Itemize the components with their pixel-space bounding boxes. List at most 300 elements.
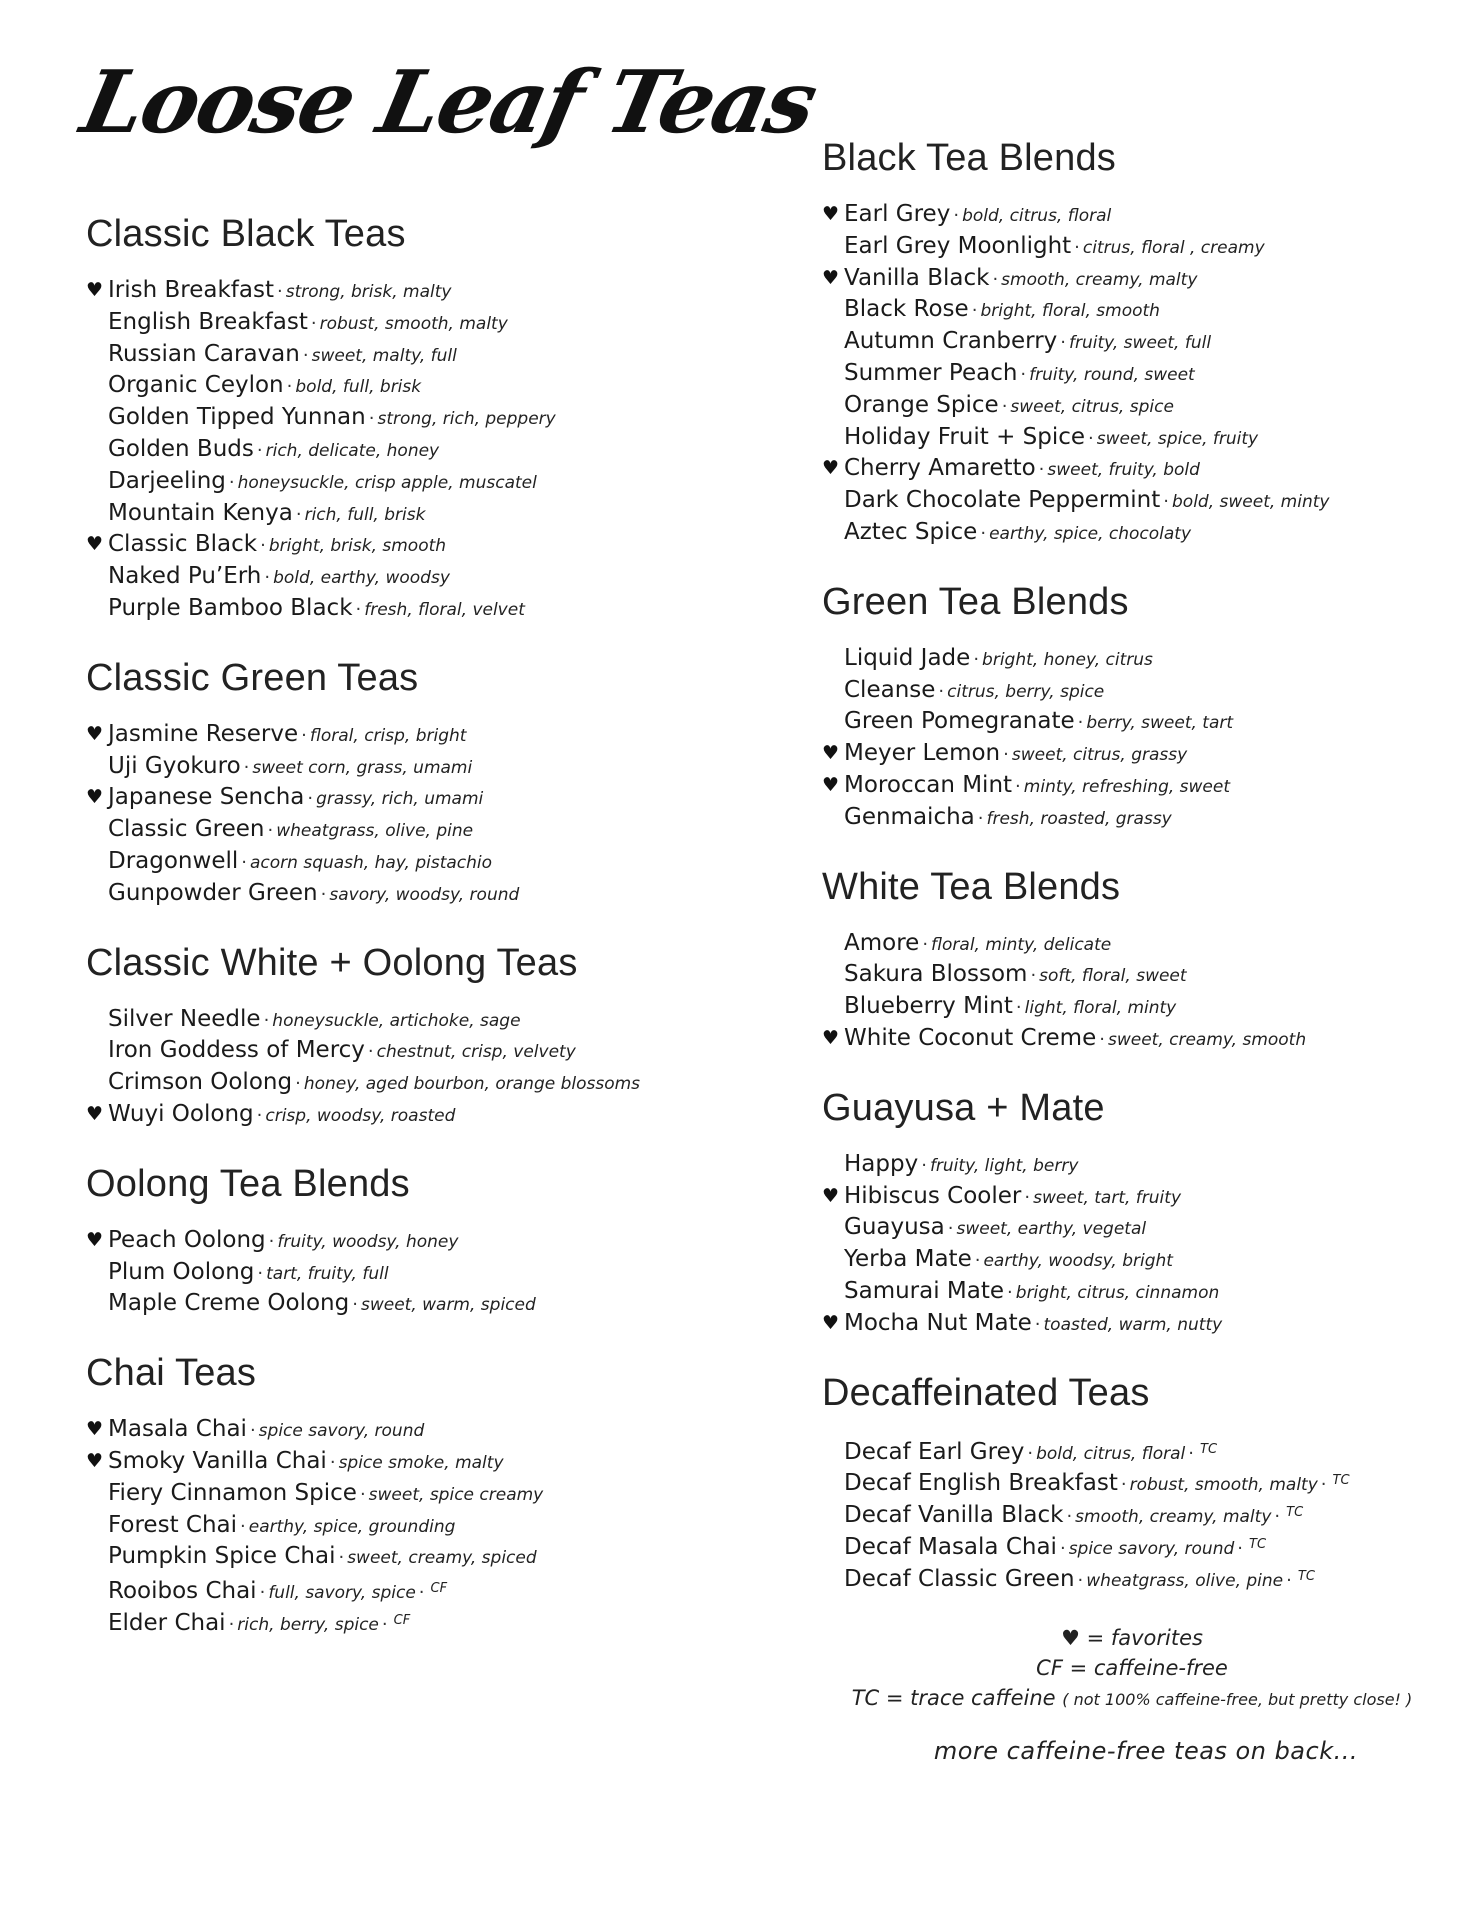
- separator-dot: ·: [1274, 1506, 1281, 1528]
- tea-item: [86, 1478, 726, 1510]
- right-column: [822, 135, 1442, 1765]
- separator-dot: ·: [977, 807, 984, 829]
- tasting-notes: rich, full, brisk: [304, 504, 426, 525]
- tea-item: [822, 294, 1442, 326]
- tea-name: Guayusa: [844, 1214, 945, 1241]
- tea-item: [822, 1465, 1442, 1497]
- tea-item: [86, 1225, 726, 1257]
- caffeine-tag: TC: [1200, 1441, 1218, 1457]
- tea-item: [822, 1149, 1442, 1181]
- tea-item: [822, 1497, 1442, 1529]
- tea-name: Earl Grey: [844, 201, 951, 227]
- tea-item: [86, 307, 726, 339]
- tasting-notes: bold, citrus, floral: [962, 206, 1112, 226]
- tea-name: Samurai Mate: [844, 1277, 1005, 1304]
- tea-item: [822, 1529, 1442, 1561]
- tea-name: Happy: [844, 1150, 919, 1177]
- tea-name: Pumpkin Spice Chai: [108, 1543, 336, 1570]
- tea-item: [86, 846, 726, 878]
- separator-dot: ·: [1020, 363, 1027, 385]
- heart-icon: ♥: [86, 1418, 104, 1441]
- tea-item: [822, 991, 1442, 1023]
- section-heading: Oolong Tea Blends: [86, 1162, 410, 1205]
- tasting-notes: earthy, spice, chocolaty: [989, 523, 1192, 544]
- tea-item: [822, 1244, 1442, 1276]
- separator-dot: ·: [938, 680, 945, 702]
- section-heading: Decaffeinated Teas: [822, 1371, 1150, 1414]
- tea-name: Fiery Cinnamon Spice: [108, 1479, 357, 1506]
- tasting-notes: fruity, woodsy, honey: [277, 1231, 459, 1252]
- tea-name: Decaf Earl Grey: [844, 1438, 1025, 1465]
- menu-section: [86, 211, 726, 625]
- tea-name: Yerba Mate: [844, 1246, 972, 1273]
- tea-item: [86, 1605, 726, 1637]
- tea-name: Meyer Lemon: [844, 740, 1001, 767]
- separator-dot: ·: [1027, 1442, 1034, 1464]
- tea-item: [86, 593, 726, 625]
- tasting-notes: honeysuckle, crisp apple, muscatel: [237, 472, 537, 493]
- tasting-notes: chestnut, crisp, velvety: [376, 1042, 576, 1063]
- tea-name: Plum Oolong: [108, 1258, 255, 1285]
- tasting-notes: earthy, spice, grounding: [248, 1516, 456, 1537]
- tea-name: Mountain Kenya: [108, 499, 293, 526]
- caffeine-tag: TC: [1249, 1536, 1267, 1552]
- tea-name: Purple Bamboo Black: [108, 594, 353, 621]
- separator-dot: ·: [947, 1218, 954, 1240]
- tea-item: [822, 517, 1442, 549]
- tea-item: [86, 878, 726, 910]
- tasting-notes: citrus, berry, spice: [947, 681, 1105, 702]
- tasting-notes: bold, citrus, floral: [1036, 1443, 1186, 1464]
- tasting-notes: bright, floral, smooth: [980, 301, 1160, 322]
- tasting-notes: fresh, roasted, grassy: [986, 808, 1172, 829]
- tasting-notes: wheatgrass, olive, pine: [1086, 1570, 1284, 1591]
- heart-icon: ♥: [822, 773, 840, 796]
- tea-name: Classic Black: [108, 531, 258, 558]
- separator-dot: ·: [1059, 1537, 1066, 1559]
- tea-name: Moroccan Mint: [844, 771, 1013, 798]
- separator-dot: ·: [1188, 1442, 1194, 1464]
- separator-dot: ·: [1077, 1569, 1084, 1591]
- tea-item: [822, 1181, 1442, 1213]
- tea-item: [86, 1067, 726, 1099]
- separator-dot: ·: [241, 851, 247, 873]
- tea-item: [822, 1434, 1442, 1466]
- tasting-notes: citrus, floral , creamy: [1082, 237, 1265, 258]
- separator-dot: ·: [921, 1154, 927, 1176]
- tea-name: Forest Chai: [108, 1511, 238, 1538]
- tasting-notes: acorn squash, hay, pistachio: [250, 852, 493, 873]
- heart-icon: ♥: [86, 1228, 104, 1251]
- caffeine-tag: CF: [393, 1612, 411, 1628]
- heart-icon: ♥: [86, 722, 104, 745]
- tea-name: Earl Grey Moonlight: [844, 232, 1072, 259]
- tea-item: [822, 390, 1442, 422]
- tasting-notes: toasted, warm, nutty: [1043, 1314, 1223, 1335]
- separator-dot: ·: [243, 756, 250, 778]
- separator-dot: ·: [1015, 997, 1022, 1019]
- separator-dot: ·: [249, 1420, 256, 1442]
- legend-caffeine-free: CF = caffeine-free: [1036, 1655, 1228, 1680]
- separator-dot: ·: [367, 1041, 374, 1063]
- legend: [822, 1623, 1442, 1715]
- tasting-notes: bold, sweet, minty: [1172, 492, 1330, 513]
- tea-name: Green Pomegranate: [844, 708, 1075, 735]
- tasting-notes: robust, smooth, malty: [319, 313, 508, 334]
- tea-name: Mocha Nut Mate: [844, 1309, 1032, 1336]
- heart-icon: ♥: [86, 1449, 104, 1472]
- tea-name: Uji Gyokuro: [108, 752, 241, 779]
- tea-name: Decaf English Breakfast: [844, 1470, 1118, 1497]
- tea-name: Decaf Vanilla Black: [844, 1502, 1064, 1529]
- tea-item: [86, 1541, 726, 1573]
- separator-dot: ·: [355, 598, 362, 620]
- tasting-notes: honeysuckle, artichoke, sage: [272, 1010, 521, 1031]
- menu-section: [822, 135, 1442, 549]
- separator-dot: ·: [302, 344, 309, 366]
- tea-name: Black Rose: [844, 296, 969, 323]
- tea-item: [822, 231, 1442, 263]
- legend-trace-label: TC = trace caffeine: [851, 1685, 1056, 1710]
- tea-name: Amore: [844, 929, 920, 956]
- tasting-notes: floral, minty, delicate: [931, 934, 1112, 955]
- tea-item: [822, 675, 1442, 707]
- tea-name: Decaf Classic Green: [844, 1565, 1075, 1592]
- heart-icon: ♥: [822, 457, 840, 480]
- separator-dot: ·: [1034, 1313, 1041, 1335]
- tasting-notes: fruity, sweet, full: [1069, 333, 1212, 354]
- tea-item: [86, 561, 726, 593]
- heart-icon: ♥: [822, 1311, 840, 1334]
- tasting-notes: bold, full, brisk: [295, 377, 422, 398]
- page-title: Loose Leaf Teas: [73, 52, 824, 153]
- tasting-notes: minty, refreshing, sweet: [1023, 776, 1231, 797]
- tea-name: White Coconut Creme: [844, 1024, 1097, 1051]
- tasting-notes: sweet, citrus, grassy: [1011, 745, 1188, 766]
- separator-dot: ·: [263, 1009, 270, 1031]
- tea-name: English Breakfast: [108, 308, 308, 335]
- tea-item: [86, 339, 726, 371]
- tasting-notes: rich, berry, spice: [237, 1614, 379, 1635]
- tasting-notes: fruity, light, berry: [929, 1155, 1079, 1176]
- tasting-notes: honey, aged bourbon, orange blossoms: [303, 1074, 641, 1095]
- tasting-notes: sweet, malty, full: [311, 345, 457, 366]
- separator-dot: ·: [973, 648, 980, 670]
- heart-icon: ♥: [822, 1184, 840, 1207]
- separator-dot: ·: [418, 1582, 425, 1604]
- separator-dot: ·: [1007, 1281, 1013, 1303]
- tasting-notes: bright, brisk, smooth: [268, 536, 447, 557]
- legend-trace-caffeine: [822, 1683, 1442, 1715]
- heart-icon: ♥: [822, 203, 840, 225]
- menu-section: [86, 1350, 726, 1637]
- caffeine-tag: TC: [1286, 1505, 1304, 1521]
- tea-item: [86, 275, 726, 307]
- tasting-notes: fruity, round, sweet: [1029, 364, 1195, 385]
- tasting-notes: floral, crisp, bright: [309, 725, 467, 746]
- tea-name: Holiday Fruit + Spice: [844, 423, 1086, 450]
- tea-item: [822, 770, 1442, 802]
- tea-item: [86, 1446, 726, 1478]
- caffeine-tag: TC: [1297, 1568, 1315, 1584]
- section-heading: Classic Black Teas: [86, 213, 406, 255]
- section-heading: Guayusa + Mate: [822, 1086, 1105, 1129]
- tea-item: [822, 485, 1442, 517]
- separator-dot: ·: [1099, 1028, 1105, 1050]
- separator-dot: ·: [240, 1515, 246, 1537]
- tea-item: [86, 434, 726, 466]
- tasting-notes: sweet, warm, spiced: [360, 1295, 536, 1316]
- tea-name: Orange Spice: [844, 391, 999, 418]
- tea-item: [86, 1257, 726, 1289]
- tea-name: Naked Pu’Erh: [108, 563, 262, 590]
- tea-item: [822, 643, 1442, 675]
- separator-dot: ·: [922, 933, 929, 955]
- tea-name: Smoky Vanilla Chai: [108, 1447, 327, 1474]
- caffeine-tag: CF: [430, 1581, 448, 1597]
- separator-dot: ·: [329, 1451, 336, 1473]
- tea-item: [86, 498, 726, 530]
- tea-name: Liquid Jade: [844, 644, 971, 671]
- tasting-notes: robust, smooth, malty: [1129, 1475, 1318, 1496]
- tasting-notes: sweet, creamy, spiced: [347, 1548, 537, 1569]
- tea-item: [822, 706, 1442, 738]
- tea-name: Darjeeling: [108, 467, 226, 494]
- tea-name: Silver Needle: [108, 1005, 261, 1032]
- tea-item: [86, 1510, 726, 1542]
- tea-item: [86, 402, 726, 434]
- separator-dot: ·: [359, 1483, 366, 1505]
- tasting-notes: bold, earthy, woodsy: [273, 568, 450, 589]
- heart-icon: ♥: [822, 266, 840, 289]
- tasting-notes: smooth, creamy, malty: [1075, 1507, 1272, 1528]
- separator-dot: ·: [1003, 744, 1009, 766]
- tea-name: Blueberry Mint: [844, 993, 1013, 1020]
- tasting-notes: savory, woodsy, round: [329, 884, 520, 905]
- menu-section: [822, 1085, 1442, 1340]
- tea-name: Vanilla Black: [844, 264, 990, 291]
- tasting-notes: spice savory, round: [258, 1421, 425, 1442]
- heart-icon: ♥: [86, 533, 104, 556]
- tasting-notes: grassy, rich, umami: [316, 789, 484, 810]
- tasting-notes: sweet corn, grass, umami: [252, 757, 473, 778]
- heart-icon: ♥: [822, 742, 840, 765]
- tea-item: [822, 263, 1442, 295]
- separator-dot: ·: [301, 724, 307, 746]
- menu-section: [86, 1161, 726, 1320]
- tea-item: [86, 1004, 726, 1036]
- tea-item: [86, 1035, 726, 1067]
- tasting-notes: soft, floral, sweet: [1039, 966, 1187, 987]
- tea-name: Decaf Masala Chai: [844, 1533, 1057, 1560]
- tea-name: Hibiscus Cooler: [844, 1182, 1022, 1209]
- tea-name: Golden Tipped Yunnan: [108, 404, 366, 431]
- tea-item: [86, 466, 726, 498]
- separator-dot: ·: [295, 503, 302, 525]
- tasting-notes: fresh, floral, velvet: [364, 599, 525, 620]
- menu-section: [86, 940, 726, 1131]
- tea-item: [86, 719, 726, 751]
- tea-item: [822, 199, 1442, 231]
- heart-icon: ♥: [822, 1026, 840, 1049]
- tasting-notes: spice savory, round: [1068, 1538, 1235, 1559]
- left-column: [86, 211, 726, 1667]
- tea-name: Autumn Cranberry: [844, 328, 1058, 355]
- separator-dot: ·: [1237, 1537, 1244, 1559]
- tasting-notes: smooth, creamy, malty: [1001, 269, 1198, 290]
- separator-dot: ·: [256, 439, 263, 461]
- tasting-notes: tart, fruity, full: [266, 1263, 389, 1284]
- tasting-notes: crisp, woodsy, roasted: [265, 1105, 456, 1126]
- tasting-notes: sweet, citrus, spice: [1010, 396, 1174, 417]
- separator-dot: ·: [268, 1230, 275, 1252]
- tea-name: Aztec Spice: [844, 518, 978, 545]
- tasting-notes: wheatgrass, olive, pine: [276, 821, 474, 842]
- tea-name: Peach Oolong: [108, 1226, 266, 1253]
- tasting-notes: rich, delicate, honey: [265, 440, 440, 461]
- right-sections: [822, 135, 1442, 1593]
- separator-dot: ·: [1030, 965, 1037, 987]
- tea-name: Cherry Amaretto: [844, 455, 1036, 482]
- separator-dot: ·: [1038, 459, 1045, 481]
- separator-dot: ·: [320, 883, 327, 905]
- tasting-notes: full, savory, spice: [268, 1583, 416, 1604]
- separator-dot: ·: [974, 1250, 981, 1272]
- separator-dot: ·: [1024, 1186, 1031, 1208]
- tea-name: Sakura Blossom: [844, 961, 1028, 988]
- tasting-notes: bright, citrus, cinnamon: [1015, 1282, 1220, 1303]
- tasting-notes: sweet, fruity, bold: [1047, 460, 1200, 481]
- heart-icon: ♥: [86, 279, 104, 301]
- separator-dot: ·: [277, 281, 283, 302]
- separator-dot: ·: [992, 268, 999, 290]
- tea-name: Iron Goddess of Mercy: [108, 1037, 365, 1064]
- separator-dot: ·: [1060, 332, 1066, 354]
- tea-item: [86, 370, 726, 402]
- tea-item: [822, 959, 1442, 991]
- tea-name: Jasmine Reserve: [108, 720, 299, 747]
- tea-name: Gunpowder Green: [108, 879, 318, 906]
- tea-name: Japanese Sencha: [108, 784, 305, 811]
- separator-dot: ·: [259, 1582, 266, 1604]
- separator-dot: ·: [228, 1613, 235, 1635]
- separator-dot: ·: [1074, 236, 1080, 258]
- tea-item: [822, 802, 1442, 834]
- separator-dot: ·: [1163, 491, 1170, 513]
- tasting-notes: bright, honey, citrus: [982, 649, 1153, 670]
- tea-name: Golden Buds: [108, 435, 254, 462]
- section-heading: Chai Teas: [86, 1352, 257, 1395]
- tea-item: [86, 782, 726, 814]
- tea-name: Maple Creme Oolong: [108, 1290, 350, 1317]
- separator-dot: ·: [1015, 775, 1021, 797]
- separator-dot: ·: [1088, 427, 1094, 449]
- tea-item: [86, 1573, 726, 1605]
- tea-name: Cleanse: [844, 676, 936, 703]
- tea-item: [822, 1276, 1442, 1308]
- separator-dot: ·: [1320, 1474, 1327, 1496]
- separator-dot: ·: [368, 408, 375, 430]
- separator-dot: ·: [953, 205, 960, 226]
- separator-dot: ·: [1120, 1474, 1127, 1496]
- tea-item: [86, 814, 726, 846]
- tasting-notes: sweet, spice, fruity: [1096, 428, 1259, 449]
- tea-item: [822, 1212, 1442, 1244]
- tea-name: Crimson Oolong: [108, 1069, 293, 1096]
- separator-dot: ·: [1077, 712, 1084, 734]
- tasting-notes: strong, brisk, malty: [285, 282, 452, 302]
- tea-item: [86, 1099, 726, 1131]
- tasting-notes: sweet, spice creamy: [368, 1484, 544, 1505]
- tasting-notes: spice smoke, malty: [338, 1452, 504, 1473]
- heart-icon: ♥: [86, 1102, 104, 1125]
- tea-name: Genmaicha: [844, 803, 975, 830]
- separator-dot: ·: [256, 1104, 263, 1126]
- tea-item: [822, 422, 1442, 454]
- separator-dot: ·: [352, 1294, 358, 1316]
- tea-name: Organic Ceylon: [108, 372, 284, 399]
- tea-name: Dragonwell: [108, 847, 239, 874]
- tasting-notes: sweet, creamy, smooth: [1107, 1029, 1307, 1050]
- tasting-notes: sweet, earthy, vegetal: [956, 1219, 1147, 1240]
- tea-item: [822, 358, 1442, 390]
- tea-name: Masala Chai: [108, 1416, 247, 1443]
- separator-dot: ·: [257, 1262, 264, 1284]
- tea-item: [822, 326, 1442, 358]
- tea-item: [822, 1561, 1442, 1593]
- section-heading: White Tea Blends: [822, 865, 1121, 908]
- menu-section: [822, 579, 1442, 834]
- separator-dot: ·: [1286, 1569, 1292, 1591]
- menu-section: [86, 655, 726, 910]
- tea-item: [822, 928, 1442, 960]
- tea-item: [86, 529, 726, 561]
- tea-name: Russian Caravan: [108, 340, 300, 367]
- tasting-notes: light, floral, minty: [1024, 998, 1177, 1019]
- tea-item: [86, 1414, 726, 1446]
- tea-name: Dark Chocolate Peppermint: [844, 487, 1161, 514]
- tea-item: [822, 1308, 1442, 1340]
- menu-section: [822, 1370, 1442, 1593]
- legend-trace-note: ( not 100% caffeine-free, but pretty close! ): [1062, 1689, 1413, 1709]
- tea-item: [86, 751, 726, 783]
- tea-item: [822, 738, 1442, 770]
- heart-icon: ♥: [86, 786, 104, 809]
- tea-name: Wuyi Oolong: [108, 1100, 254, 1127]
- tasting-notes: sweet, tart, fruity: [1033, 1187, 1182, 1208]
- separator-dot: ·: [980, 522, 987, 544]
- caffeine-tag: TC: [1332, 1473, 1350, 1489]
- tea-item: [822, 1023, 1442, 1055]
- separator-dot: ·: [267, 820, 274, 842]
- tea-item: [822, 453, 1442, 485]
- section-heading: Green Tea Blends: [822, 580, 1129, 623]
- separator-dot: ·: [264, 567, 271, 589]
- section-heading: Classic White + Oolong Teas: [86, 941, 578, 984]
- tasting-notes: berry, sweet, tart: [1086, 713, 1234, 734]
- footer-note: more caffeine-free teas on back...: [933, 1736, 1358, 1765]
- separator-dot: ·: [1001, 395, 1008, 417]
- separator-dot: ·: [307, 788, 314, 810]
- tea-name: Classic Green: [108, 816, 265, 843]
- legend-favorites: ♥ = favorites: [1061, 1625, 1203, 1650]
- tea-name: Summer Peach: [844, 359, 1018, 386]
- menu-section: [822, 864, 1442, 1055]
- separator-dot: ·: [338, 1547, 345, 1569]
- separator-dot: ·: [310, 312, 317, 334]
- section-heading: Classic Green Teas: [86, 656, 419, 699]
- separator-dot: ·: [971, 300, 978, 322]
